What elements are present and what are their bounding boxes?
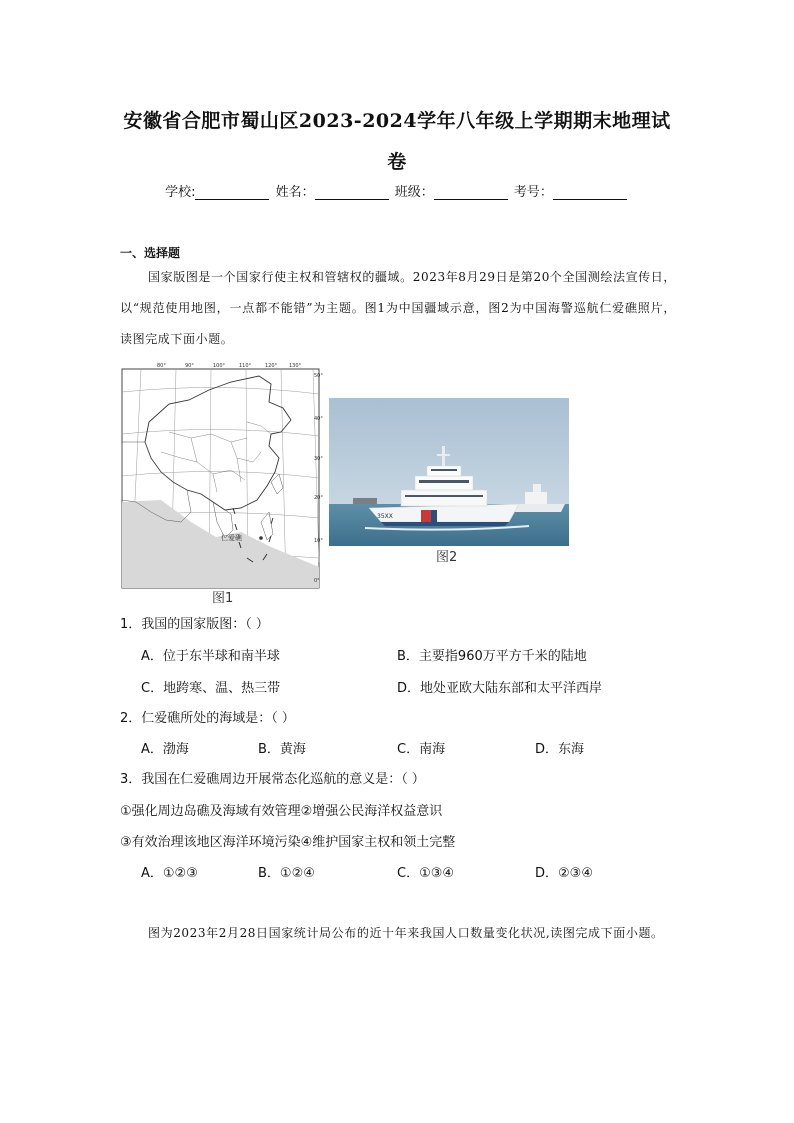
lat-label: 50° — [314, 373, 323, 379]
name-blank[interactable] — [315, 187, 389, 200]
class-label: 班级： — [394, 185, 434, 200]
lon-label: 110° — [239, 363, 252, 369]
question-3-option-c[interactable]: C．①③④ — [397, 866, 455, 881]
question-3-option-a[interactable]: A．①②③ — [141, 866, 198, 881]
lat-label: 30° — [314, 456, 323, 462]
question-2-option-d[interactable]: D．东海 — [535, 742, 585, 757]
lon-label: 80° — [157, 363, 166, 369]
question-2-option-b[interactable]: B．黄海 — [258, 742, 306, 757]
lat-label: 40° — [314, 416, 323, 422]
question-2-option-c[interactable]: C．南海 — [397, 742, 446, 757]
figure-2-caption: 图2 — [436, 550, 458, 565]
lat-label: 0° — [314, 578, 320, 584]
hull-number: 35XX — [377, 513, 393, 520]
student-info-line — [0, 181, 794, 200]
question-3-statements-line-2: ③有效治理该地区海洋环境污染④维护国家主权和领土完整 — [120, 835, 456, 850]
question-1-stem: 1．我国的国家版图：（ ） — [120, 617, 269, 632]
coast-guard-ship-photo — [329, 398, 569, 546]
question-2-stem: 2．仁爱礁所处的海域是：（ ） — [120, 711, 295, 726]
question-3-option-d[interactable]: D．②③④ — [535, 866, 593, 881]
number-blank[interactable] — [553, 187, 627, 200]
lon-label: 130° — [289, 363, 302, 369]
lon-label: 120° — [265, 363, 278, 369]
lon-label: 90° — [185, 363, 194, 369]
question-1-option-a[interactable]: A．位于东半球和南半球 — [141, 649, 280, 664]
question-3-option-b[interactable]: B．①②④ — [258, 866, 315, 881]
page-title-continued: 卷 — [387, 151, 407, 173]
section-heading: 一、选择题 — [120, 246, 181, 260]
reef-label: 仁爱礁 — [221, 534, 242, 542]
school-label: 学校: — [165, 185, 196, 200]
question-3-stem: 3．我国在仁爱礁周边开展常态化巡航的意义是：（ ） — [120, 772, 425, 787]
class-blank[interactable] — [434, 187, 508, 200]
page-title: 安徽省合肥市蜀山区2023-2024学年八年级上学期期末地理试 — [123, 110, 671, 132]
china-territory-map — [121, 362, 323, 590]
intro-paragraph-1: 国家版图是一个国家行使主权和管辖权的疆域。2023年8月29日是第20个全国测绘法宣传日，以“规范使用地图，一点都不能错”为主题。图1为中国疆域示意，图2为中国海警巡航仁爱礁照片，读图完成下面小题。 — [120, 270, 676, 346]
lat-label: 10° — [314, 538, 323, 544]
figure-1-caption: 图1 — [212, 591, 234, 606]
question-3-statements-line-1: ①强化周边岛礁及海域有效管理②增强公民海洋权益意识 — [120, 804, 443, 819]
question-1-option-b[interactable]: B．主要指960万平方千米的陆地 — [397, 649, 587, 664]
lon-label: 100° — [213, 363, 226, 369]
name-label: 姓名： — [275, 185, 315, 200]
question-2-option-a[interactable]: A．渤海 — [141, 742, 189, 757]
school-blank[interactable] — [195, 187, 269, 200]
intro-paragraph-2: 图为2023年2月28日国家统计局公布的近十年来我国人口数量变化状况,读图完成下面小题。 — [148, 926, 664, 940]
number-label: 考号： — [513, 185, 553, 200]
lat-label: 20° — [314, 495, 323, 501]
question-1-option-c[interactable]: C．地跨寒、温、热三带 — [141, 681, 281, 696]
question-1-option-d[interactable]: D．地处亚欧大陆东部和太平洋西岸 — [397, 681, 603, 696]
